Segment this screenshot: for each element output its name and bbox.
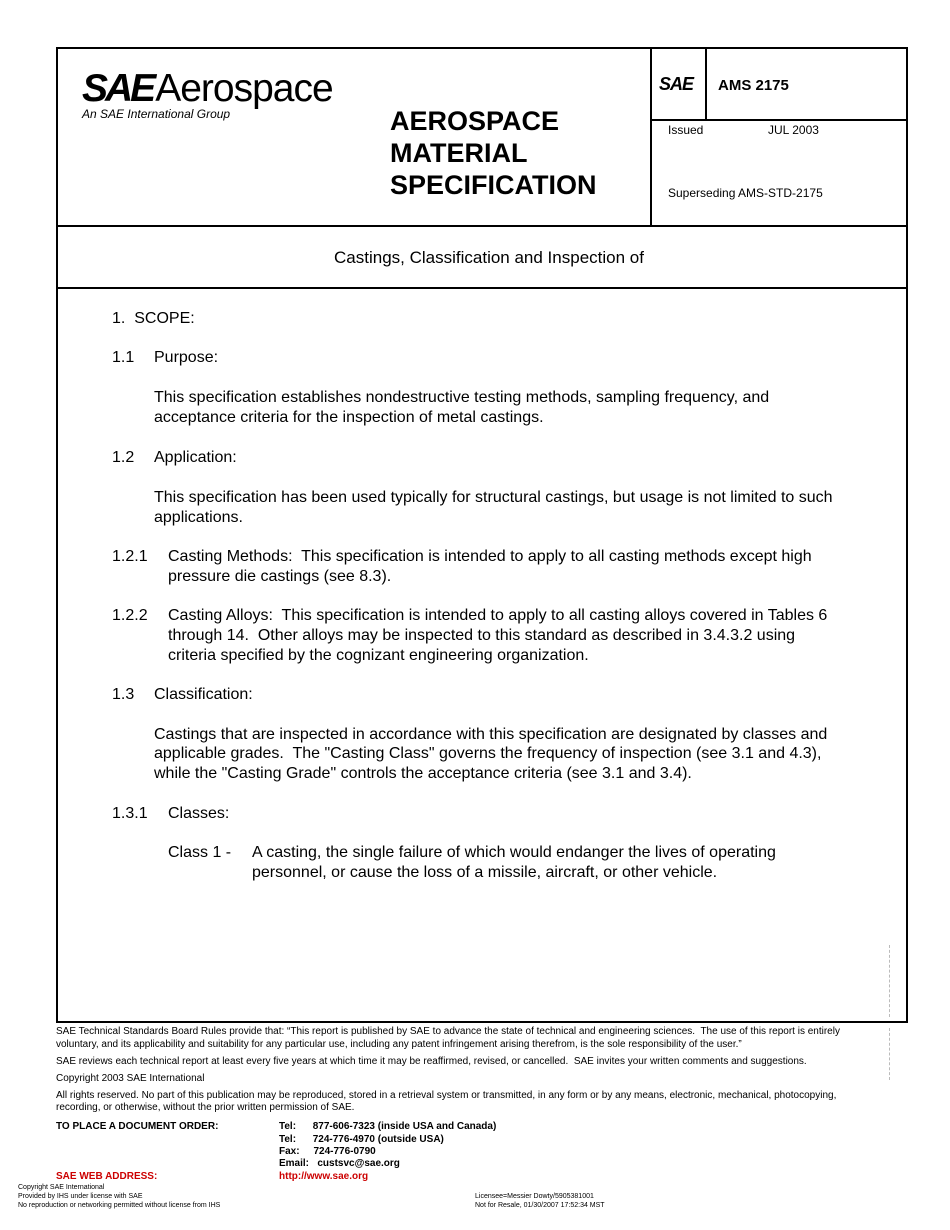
section-1-1-title: Purpose:: [154, 349, 219, 366]
sae-aerospace-logo: [82, 69, 333, 121]
small-sae-logo: SAE: [659, 74, 694, 94]
web-address-link[interactable]: http://www.sae.org: [279, 1171, 369, 1182]
license-right-line: Not for Resale, 01/30/2007 17:52:34 MST: [475, 1202, 605, 1209]
document-subject: Castings, Classification and Inspection of: [334, 248, 644, 267]
subject-row: [58, 227, 906, 289]
section-1-3-text-line: applicable grades. The "Casting Class" governs the frequency of inspection (see 3.1 and 4.3),: [154, 745, 822, 762]
contact-line: Tel: 877-606-7323 (inside USA and Canada): [279, 1121, 497, 1132]
section-1-1-text-line: acceptance criteria for the inspection of metal castings.: [154, 409, 544, 426]
spec-number-row: [652, 49, 908, 121]
section-1-2-1-text-line: pressure die castings (see 8.3).: [168, 568, 392, 585]
document-frame: [56, 47, 908, 1023]
section-1-2-title: Application:: [154, 449, 237, 466]
title-line-3: SPECIFICATION: [390, 170, 597, 200]
license-right-line: Licensee=Messier Dowty/5905381001: [475, 1193, 594, 1200]
scan-edge-mark: [889, 1028, 891, 1080]
review-note: SAE reviews each technical report at least every five years at which time it may be reaffirmed, revised, or cancelled. SAE invites your written comments and suggestions.: [56, 1056, 807, 1067]
section-1-2-text-line: This specification has been used typically for structural castings, but usage is not limited to such: [154, 489, 833, 506]
section-1-3-number: 1.3: [112, 686, 135, 703]
spec-info-column: [650, 49, 908, 225]
section-1-2-number: 1.2: [112, 449, 135, 466]
rights-line: recording, or otherwise, without the prior written permission of SAE.: [56, 1102, 355, 1113]
class-1-text-line: personnel, or cause the loss of a missile, aircraft, or other vehicle.: [252, 864, 718, 881]
title-line-1: AEROSPACE: [390, 106, 560, 136]
license-left-line: Copyright SAE International: [18, 1184, 105, 1191]
issued-label: Issued: [668, 123, 704, 137]
title-line-2: MATERIAL: [390, 138, 528, 168]
copyright-note: Copyright 2003 SAE International: [56, 1073, 205, 1084]
section-1-2-2-text-line: criteria specified by the cognizant engineering organization.: [168, 647, 589, 664]
contact-line: Email: custsvc@sae.org: [279, 1158, 400, 1169]
section-1-2-2-number: 1.2.2: [112, 607, 148, 624]
license-left-line: No reproduction or networking permitted without license from IHS: [18, 1202, 221, 1209]
logo-sae-text: SAE: [82, 67, 154, 110]
scan-edge-mark: [889, 945, 891, 1017]
issued-date: JUL 2003: [768, 123, 819, 137]
section-1-3-1-title: Classes:: [168, 805, 230, 822]
section-1-3-text-line: Castings that are inspected in accordance with this specification are designated by classes and: [154, 726, 828, 743]
superseding-note: Superseding AMS-STD-2175: [668, 186, 823, 200]
rights-line: All rights reserved. No part of this publication may be reproduced, stored in a retrieval system or transmitted, in any form or by any means, electronic, mechanical, photocopying,: [56, 1090, 837, 1101]
section-1-2-text-line: applications.: [154, 509, 243, 526]
class-1-label: Class 1 -: [168, 844, 232, 861]
section-1-1-number: 1.1: [112, 349, 135, 366]
contact-line: Tel: 724-776-4970 (outside USA): [279, 1134, 444, 1145]
section-1-3-text-line: while the "Casting Grade" controls the acceptance criteria (see 3.1 and 3.4).: [154, 765, 692, 782]
rules-line: SAE Technical Standards Board Rules provide that: “This report is published by SAE to advance the state of technical and engineering sciences. The use of this report is entirely: [56, 1026, 840, 1037]
section-1-2-2-text-line: Casting Alloys: This specification is intended to apply to all casting alloys covered in Tables 6: [168, 607, 828, 624]
contact-line: Fax: 724-776-0790: [279, 1146, 376, 1157]
section-1-2-2-text-line: through 14. Other alloys may be inspected to this standard as described in 3.4.3.2 using: [168, 627, 796, 644]
section-1-3-title: Classification:: [154, 686, 253, 703]
small-logo-cell: [652, 49, 707, 119]
class-1-text-line: A casting, the single failure of which would endanger the lives of operating: [252, 844, 776, 861]
license-left-line: Provided by IHS under license with SAE: [18, 1193, 143, 1200]
spec-number: AMS 2175: [718, 77, 789, 94]
section-1-2-1-number: 1.2.1: [112, 548, 148, 565]
logo-subtitle: An SAE International Group: [82, 107, 231, 121]
logo-aerospace-text: Aerospace: [155, 67, 333, 110]
rules-line: voluntary, and its applicability and suitability for any particular use, including any patent infringement arising therefrom, is the sole responsibility of the user.”: [56, 1039, 742, 1050]
web-address-label: SAE WEB ADDRESS:: [56, 1171, 158, 1182]
section-1-3-1-number: 1.3.1: [112, 805, 148, 822]
order-label: TO PLACE A DOCUMENT ORDER:: [56, 1121, 219, 1132]
section-1-heading: 1. SCOPE:: [112, 310, 195, 327]
document-type-title: [390, 105, 597, 201]
section-1-2-1-text-line: Casting Methods: This specification is intended to apply to all casting methods except high: [168, 548, 812, 565]
header-block: [58, 49, 906, 227]
section-1-1-text-line: This specification establishes nondestructive testing methods, sampling frequency, and: [154, 389, 770, 406]
